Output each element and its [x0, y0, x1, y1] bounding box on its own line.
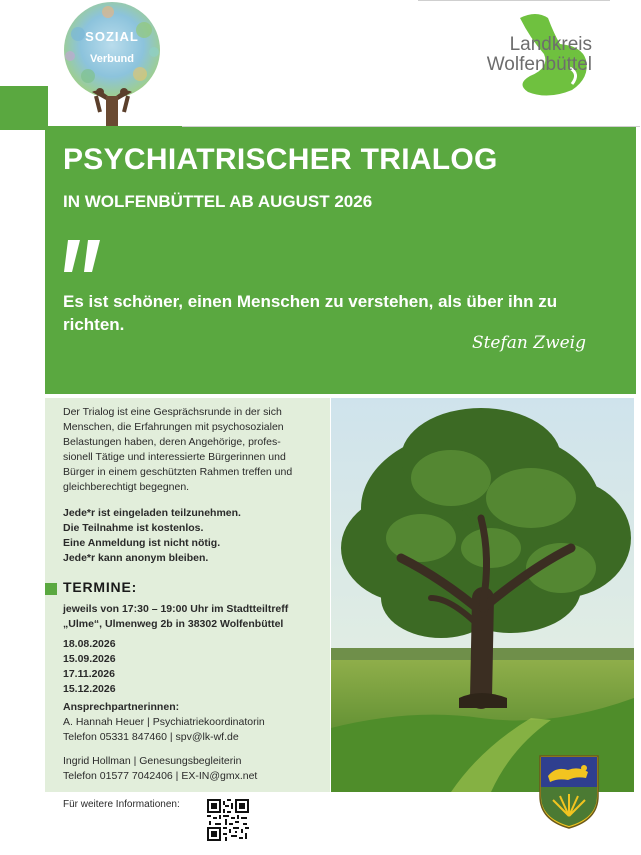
termine-heading: TERMINE: [63, 579, 138, 595]
quote-author: Stefan Zweig [471, 333, 586, 353]
landkreis-word2: Wolfenbüttel [486, 54, 592, 75]
intro-line: Der Trialog ist eine Gesprächsrunde in der sich [63, 406, 282, 418]
landkreis-word1: Landkreis [509, 34, 592, 55]
contact-line: Telefon 01577 7042406 | EX-IN@gmx.net [63, 770, 258, 782]
page-title: PSYCHIATRISCHER TRIALOG [63, 143, 498, 176]
accent-square [0, 86, 48, 130]
intro-line: sionell Tätige und interessierte Bürgerinnen und [63, 451, 286, 463]
highlight-item: Eine Anmeldung ist nicht nötig. [63, 537, 221, 549]
qr-code-icon[interactable] [207, 799, 249, 841]
intro-line: Belastungen haben, deren Angehörige, profes- [63, 436, 281, 448]
date-item: 18.08.2026 [63, 638, 116, 650]
contact-line: Ingrid Hollman | Genesungsbegleiterin [63, 755, 242, 767]
location-line: jeweils von 17:30 – 19:00 Uhr im Stadtteiltreff [63, 603, 289, 615]
intro-line: Bürger in einem geschützten Rahmen treffen und [63, 466, 293, 478]
intro-line: Menschen, die Erfahrungen mit psychosozialen [63, 421, 284, 433]
contact-line: A. Hannah Heuer | Psychiatriekoordinatorin [63, 716, 265, 728]
termine-marker [45, 583, 57, 595]
location-line: „Ulme“, Ulmenweg 2b in 38302 Wolfenbüttel [63, 618, 284, 630]
date-item: 15.12.2026 [63, 683, 116, 695]
tree-photo [331, 398, 634, 792]
page-subtitle: IN WOLFENBÜTTEL AB AUGUST 2026 [63, 192, 373, 211]
sozial-logo-word2: Verbund [89, 53, 134, 65]
header-rule [182, 126, 640, 127]
more-info-label: Für weitere Informationen: [63, 799, 180, 810]
highlight-item: Die Teilnahme ist kostenlos. [63, 522, 204, 534]
coat-of-arms-icon [538, 754, 600, 830]
highlight-item: Jede*r ist eingeladen teilzunehmen. [63, 507, 241, 519]
intro-paragraph [63, 405, 325, 495]
landkreis-logo [420, 0, 610, 100]
intro-line: gleichberechtigt begegnen. [63, 481, 190, 493]
sozial-logo-word1: SOZIAL [85, 29, 139, 44]
date-item: 17.11.2026 [63, 668, 115, 680]
highlights-list [63, 506, 325, 566]
quote-mark-icon [62, 236, 106, 276]
date-item: 15.09.2026 [63, 653, 116, 665]
termine-dates [63, 637, 325, 697]
contacts-heading: Ansprechpartnerinnen: [63, 701, 180, 713]
quote-text: Es ist schöner, einen Menschen zu verstehen, als über ihn zu richten. [63, 292, 558, 334]
contacts-block [63, 700, 325, 784]
termine-location [63, 602, 325, 632]
contact-line: Telefon 05331 847460 | spv@lk-wf.de [63, 731, 239, 743]
sozial-verbund-logo [58, 0, 166, 128]
highlight-item: Jede*r kann anonym bleiben. [63, 552, 209, 564]
